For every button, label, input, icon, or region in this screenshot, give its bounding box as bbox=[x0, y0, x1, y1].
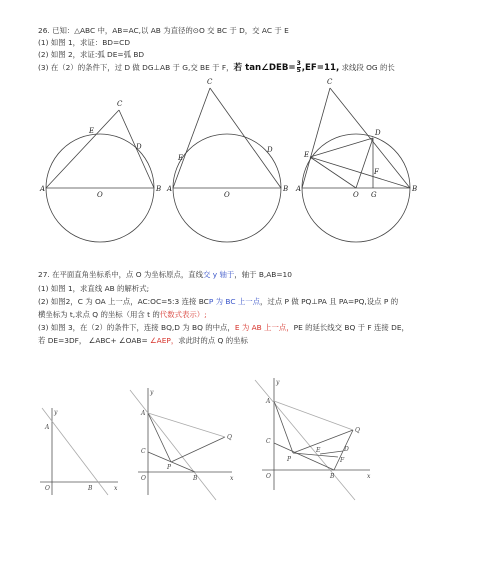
line-ap-3 bbox=[274, 401, 293, 453]
label-c-2: C bbox=[207, 78, 213, 86]
label-o-c1: O bbox=[45, 485, 50, 492]
label-y-1: y bbox=[54, 409, 58, 416]
label-b-1: B bbox=[156, 185, 162, 193]
circle-figure-1 bbox=[46, 110, 154, 242]
line-aq-3 bbox=[274, 401, 353, 430]
label-a-2: A bbox=[167, 185, 173, 193]
label-d-c3: D bbox=[344, 446, 349, 453]
label-c-c3: C bbox=[266, 438, 271, 445]
segment-ed-3 bbox=[310, 138, 373, 157]
p27-stem-blue: 交 y 轴于 bbox=[203, 270, 235, 279]
label-o-2: O bbox=[224, 191, 230, 199]
circle-figure-3-labels bbox=[295, 78, 417, 199]
label-b-2: B bbox=[283, 185, 289, 193]
p27-part3-red2: ∠AEP， bbox=[150, 336, 179, 345]
circle-figure-1-labels bbox=[39, 100, 161, 199]
coord-figure-1 bbox=[40, 408, 118, 495]
circle-figure-2 bbox=[173, 88, 281, 242]
p27-stem: 27. 在平面直角坐标系中，点 O 为坐标原点，直线交 y 轴于，轴于 B,AB=10 bbox=[38, 270, 292, 279]
label-c-c2: C bbox=[141, 448, 146, 455]
line-ed-3 bbox=[320, 451, 343, 454]
label-a-3: A bbox=[296, 185, 302, 193]
p26-part2: (2) 如图 2，求证:弧 DE=弧 BD bbox=[38, 50, 145, 59]
coord-figure-3-labels bbox=[265, 379, 371, 480]
label-e-3: E bbox=[304, 151, 310, 159]
line-bc-3 bbox=[274, 443, 334, 470]
label-a-c3: A bbox=[266, 398, 271, 405]
label-b-c3: B bbox=[330, 473, 335, 480]
label-o-1: O bbox=[97, 191, 103, 199]
circle-figure-3 bbox=[302, 88, 410, 242]
label-o-c3: O bbox=[266, 473, 271, 480]
label-c-3: C bbox=[327, 78, 333, 86]
label-y-3: y bbox=[276, 379, 280, 386]
label-o-c2: O bbox=[141, 475, 146, 482]
label-d-2: D bbox=[267, 146, 273, 154]
segment-eb-3 bbox=[310, 157, 410, 188]
label-y-2: y bbox=[150, 389, 154, 396]
p27-part3-cont: 若 DE=3DF， ∠ABC+ ∠OAB= ∠AEP，求此时的点 Q 的坐标 bbox=[38, 336, 248, 345]
side-bc-2 bbox=[210, 88, 281, 188]
label-d-3: D bbox=[375, 129, 381, 137]
coord-figure-3 bbox=[255, 378, 370, 500]
label-f-3: F bbox=[374, 168, 379, 176]
line-ab-2 bbox=[130, 390, 216, 500]
label-e-2: E bbox=[178, 154, 184, 162]
p27-part3: (3) 如图 3，在（2）的条件下，连接 BQ,D 为 BQ 的中点，E 为 AB 上一点，PE 的延长线交 BQ 于 F 连接 DE， bbox=[38, 323, 409, 332]
label-o-3: O bbox=[353, 191, 359, 199]
label-x-3: x bbox=[367, 473, 371, 480]
label-b-3: B bbox=[412, 185, 418, 193]
label-e-1: E bbox=[89, 127, 95, 135]
coord-figure-1-labels bbox=[44, 409, 118, 492]
side-bc-3 bbox=[330, 88, 410, 188]
p26-stem: 26. 已知：△ABC 中，AB=AC,以 AB 为直径的⊙O 交 BC 于 D，交 AC 于 E bbox=[38, 26, 289, 35]
label-a-c1: A bbox=[45, 424, 50, 431]
label-p-c3: P bbox=[287, 456, 292, 463]
side-ac-2 bbox=[173, 88, 210, 188]
p27-part3-red: E 为 AB 上一点， bbox=[234, 323, 294, 332]
p27-part2: (2) 如图2，C 为 OA 上一点，AC:OC=5:3 连接 BCP 为 BC 上一点，过点 P 做 PQ⊥PA 且 PA=PQ,设点 P 的 bbox=[38, 297, 399, 306]
label-x-1: x bbox=[114, 485, 118, 492]
p26-part3-ask: 求线段 OG 的长 bbox=[341, 63, 395, 72]
line-pq-2 bbox=[171, 437, 225, 462]
label-p-c2: P bbox=[167, 464, 172, 471]
p26-part1: (1) 如图 1，求证：BD=CD bbox=[38, 38, 131, 47]
label-g-3: G bbox=[371, 191, 377, 199]
label-c-1: C bbox=[117, 100, 123, 108]
label-b-c2: B bbox=[193, 475, 198, 482]
p27-part2-blue: P 为 BC 上一点 bbox=[208, 297, 260, 306]
label-f-c3: F bbox=[340, 457, 345, 464]
line-aq-2 bbox=[148, 413, 225, 437]
p26-tan-condition: 若 tan∠DEB= $\frac{3}{5}$ ,EF=11, bbox=[233, 60, 340, 74]
label-a-c2: A bbox=[141, 410, 146, 417]
label-x-2: x bbox=[230, 475, 234, 482]
label-a-1: A bbox=[40, 185, 46, 193]
p26-part3-text: (3) 在（2）的条件下，过 D 做 DG⊥AB 于 G,交 BE 于 F， bbox=[38, 63, 234, 72]
coord-figure-2 bbox=[130, 388, 232, 500]
circle-figure-2-labels bbox=[166, 78, 288, 199]
segment-do-3 bbox=[356, 138, 373, 188]
p27-part2-red: 代数式表示）; bbox=[159, 310, 207, 319]
p27-part1: (1) 如图 1，求直线 AB 的解析式; bbox=[38, 284, 150, 293]
segment-eo-3 bbox=[310, 157, 356, 188]
label-q-c3: Q bbox=[355, 427, 360, 434]
p27-part2-cont: 横坐标为 t,求点 Q 的坐标（用含 t 的代数式表示）; bbox=[38, 310, 207, 319]
side-ac-3 bbox=[302, 88, 330, 188]
label-b-c1: B bbox=[88, 485, 93, 492]
label-d-1: D bbox=[136, 143, 142, 151]
label-q-c2: Q bbox=[227, 434, 232, 441]
side-ac-1 bbox=[46, 110, 119, 188]
label-e-c3: E bbox=[316, 447, 321, 454]
